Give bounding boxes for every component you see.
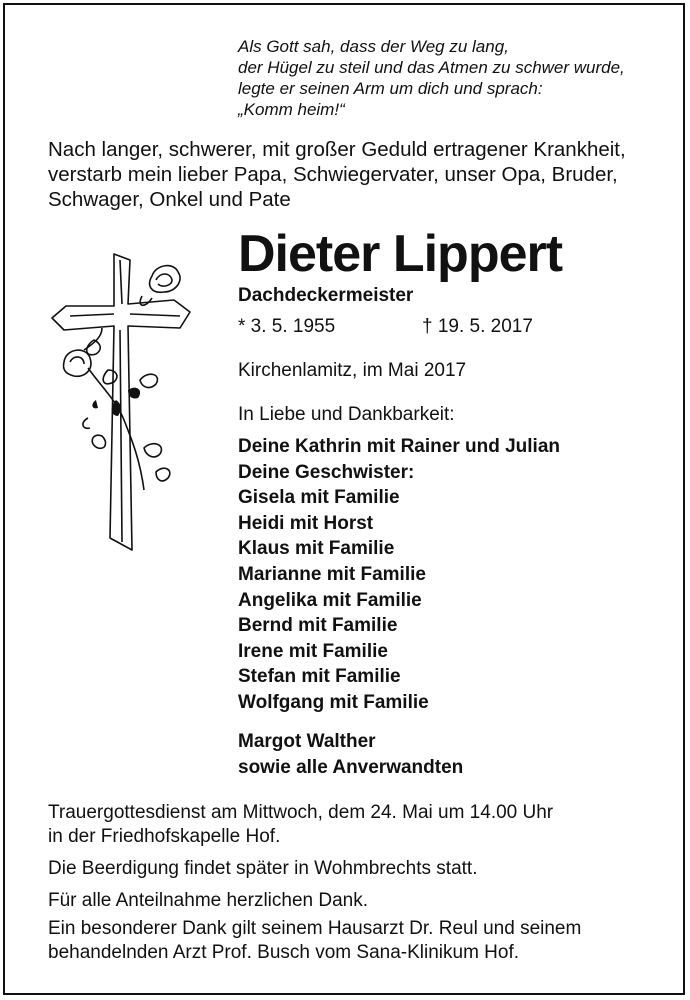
list-item: sowie alle Anverwandten <box>238 757 464 778</box>
deceased-profession: Dachdeckermeister <box>238 285 414 306</box>
birth-date: * 3. 5. 1955 <box>238 316 336 337</box>
death-date: † 19. 5. 2017 <box>422 316 533 337</box>
list-item: Klaus mit Familie <box>238 538 395 560</box>
list-item: Bernd mit Familie <box>238 615 398 637</box>
service-line: Trauergottesdienst am Mittwoch, dem 24. Mai um 14.00 Uhr <box>48 802 554 823</box>
list-item: Stefan mit Familie <box>238 666 401 688</box>
list-item: Gisela mit Familie <box>238 487 400 509</box>
list-item: Irene mit Familie <box>238 640 388 662</box>
intro-line: Nach langer, schwerer, mit großer Geduld ertragener Krankheit, <box>48 138 626 161</box>
thanks-line: Für alle Anteilnahme herzlichen Dank. <box>48 890 369 911</box>
special-thanks-line: behandelnden Arzt Prof. Busch vom Sana-Klinikum Hof. <box>48 942 520 963</box>
list-item: Heidi mit Horst <box>238 512 374 534</box>
intro-line: Schwager, Onkel und Pate <box>48 188 291 211</box>
poem-line: legte er seinen Arm um dich und sprach: <box>238 79 543 98</box>
list-item: Marianne mit Familie <box>238 563 426 585</box>
intro-text <box>48 137 648 212</box>
intro-line: verstarb mein lieber Papa, Schwiegervater, unser Opa, Bruder, <box>48 163 618 186</box>
deceased-name: Dieter Lippert <box>238 225 563 283</box>
list-item: Margot Walther <box>238 731 376 752</box>
poem-line: der Hügel zu steil und das Atmen zu schwer wurde, <box>238 58 625 77</box>
list-item: Deine Geschwister: <box>238 461 415 483</box>
list-item: Angelika mit Familie <box>238 589 422 611</box>
footer-text <box>48 801 668 965</box>
poem <box>238 36 625 120</box>
burial-line: Die Beerdigung findet später in Wohmbrechts statt. <box>48 858 478 879</box>
place-date: Kirchenlamitz, im Mai 2017 <box>238 360 467 381</box>
cross-with-roses-icon <box>44 250 204 570</box>
special-thanks-line: Ein besonderer Dank gilt seinem Hausarzt Dr. Reul und seinem <box>48 918 582 939</box>
poem-line: Als Gott sah, dass der Weg zu lang, <box>238 37 509 56</box>
list-item: Deine Kathrin mit Rainer und Julian <box>238 436 560 457</box>
mourners-intro: In Liebe und Dankbarkeit: <box>238 404 455 425</box>
mourners-list <box>238 434 560 716</box>
extra-mourners <box>238 729 463 781</box>
poem-line: „Komm heim!“ <box>238 100 345 119</box>
list-item: Wolfgang mit Familie <box>238 691 429 713</box>
service-line: in der Friedhofskapelle Hof. <box>48 826 281 847</box>
